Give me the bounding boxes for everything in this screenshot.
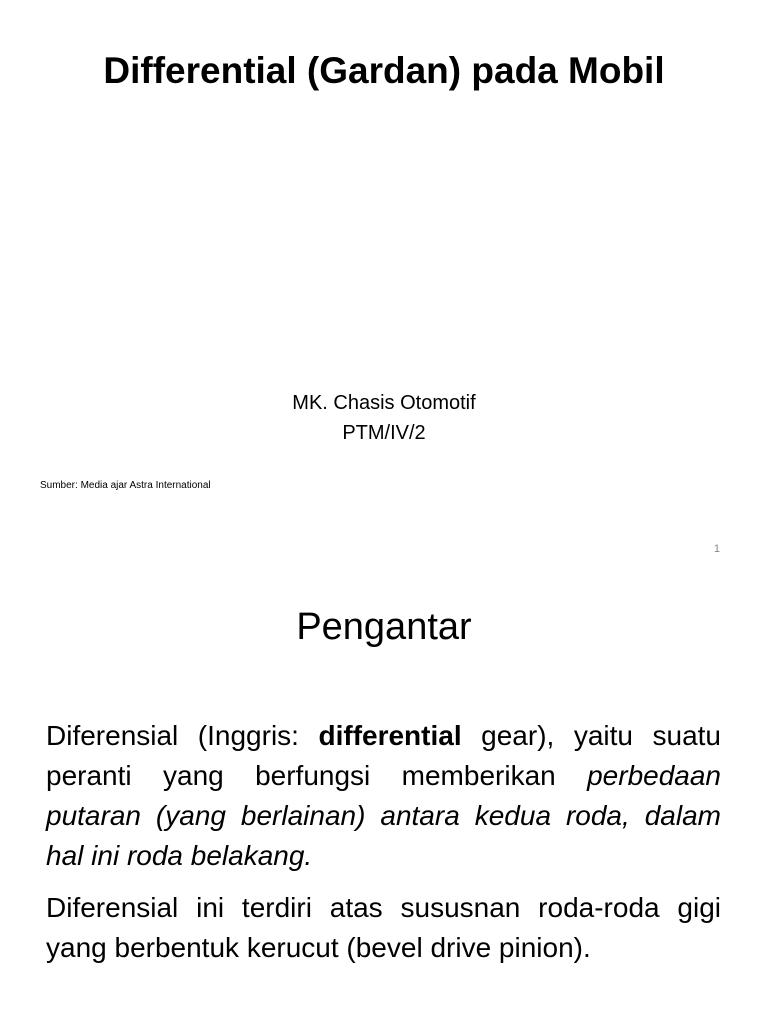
paragraph-text: gear), yaitu suatu peranti yang berfungsi memberikan (46, 720, 721, 791)
paragraph-1 (46, 716, 721, 876)
course-code: PTM/IV/2 (342, 422, 426, 444)
bold-term: differential (318, 720, 462, 751)
slide-body (46, 716, 721, 968)
slide-number: 1 (713, 543, 720, 555)
slide-title: Pengantar (296, 606, 472, 648)
slide-subtitle (0, 388, 768, 448)
source-note: Sumber: Media ajar Astra International (40, 480, 211, 491)
italic-phrase: perbedaan putaran (yang berlainan) antara kedua roda, dalam hal ini roda belakang. (46, 760, 721, 871)
slide-2 (0, 576, 768, 1024)
course-name: MK. Chasis Otomotif (292, 392, 476, 414)
slide-title: Differential (Gardan) pada Mobil (103, 50, 665, 91)
paragraph-2: Diferensial ini terdiri atas sususnan roda-roda gigi yang berbentuk kerucut (bevel drive pinion). (46, 892, 721, 963)
paragraph-text: Diferensial (Inggris: (46, 720, 319, 751)
